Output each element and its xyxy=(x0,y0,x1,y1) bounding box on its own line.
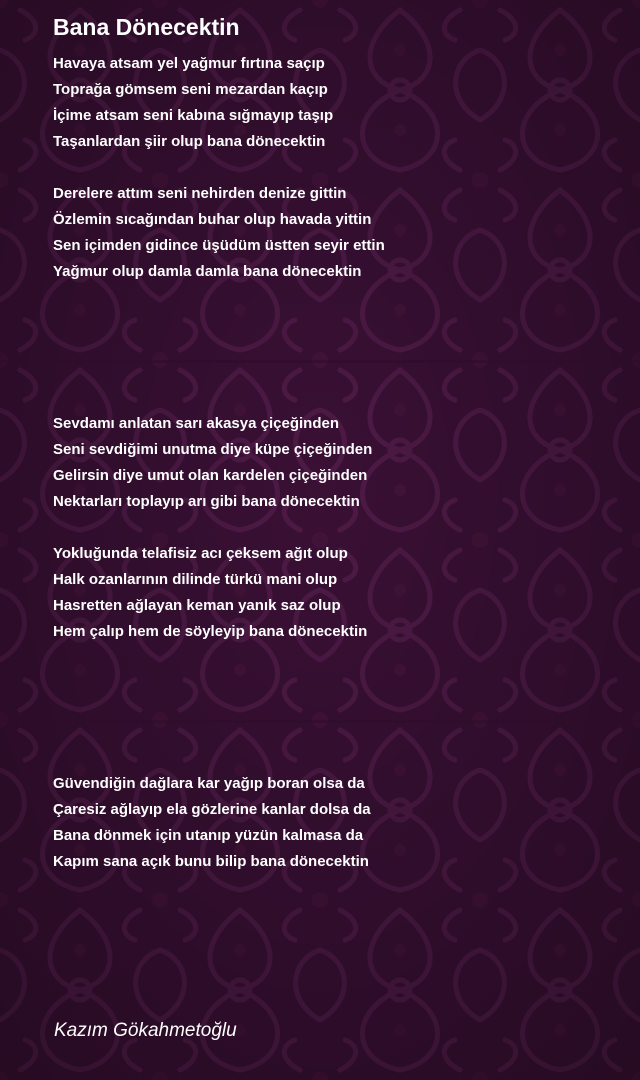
poem-line: Toprağa gömsem seni mezardan kaçıp xyxy=(53,81,328,98)
poem-title: Bana Dönecektin xyxy=(53,14,240,40)
poem-line: Hem çalıp hem de söyleyip bana dönecektin xyxy=(53,623,368,640)
stanza-3 xyxy=(53,411,372,515)
poem-line: Nektarları toplayıp arı gibi bana dönecektin xyxy=(53,493,360,510)
poem-line: Sen içimden gidince üşüdüm üstten seyir ettin xyxy=(53,237,385,254)
poem-line: Yağmur olup damla damla bana dönecektin xyxy=(53,263,362,280)
poem-line: Sevdamı anlatan sarı akasya çiçeğinden xyxy=(53,415,339,432)
poem-line: Gelirsin diye umut olan kardelen çiçeğinden xyxy=(53,467,368,484)
stanza-4 xyxy=(53,541,367,645)
stanza-2 xyxy=(53,181,385,285)
poem-author: Kazım Gökahmetoğlu xyxy=(54,1020,237,1041)
poem-line: Halk ozanlarının dilinde türkü mani olup xyxy=(53,571,338,588)
poem-line: Havaya atsam yel yağmur fırtına saçıp xyxy=(53,55,325,72)
poem-line: Çaresiz ağlayıp ela gözlerine kanlar dolsa da xyxy=(53,801,371,818)
poem-line: Bana dönmek için utanıp yüzün kalmasa da xyxy=(53,827,364,844)
stanza-5 xyxy=(53,771,371,875)
poem-line: Derelere attım seni nehirden denize gittin xyxy=(53,185,347,202)
poem-line: Seni sevdiğimi unutma diye küpe çiçeğinden xyxy=(53,441,373,458)
stanza-1 xyxy=(53,51,333,155)
poem-line: İçime atsam seni kabına sığmayıp taşıp xyxy=(53,107,334,124)
poem-line: Özlemin sıcağından buhar olup havada yittin xyxy=(53,211,372,228)
poem-line: Hasretten ağlayan keman yanık saz olup xyxy=(53,597,341,614)
poem-line: Taşanlardan şiir olup bana dönecektin xyxy=(53,133,326,150)
poem-line: Kapım sana açık bunu bilip bana dönecektin xyxy=(53,853,369,870)
poem-line: Güvendiğin dağlara kar yağıp boran olsa da xyxy=(53,775,365,792)
poem-line: Yokluğunda telafisiz acı çeksem ağıt olup xyxy=(53,545,348,562)
